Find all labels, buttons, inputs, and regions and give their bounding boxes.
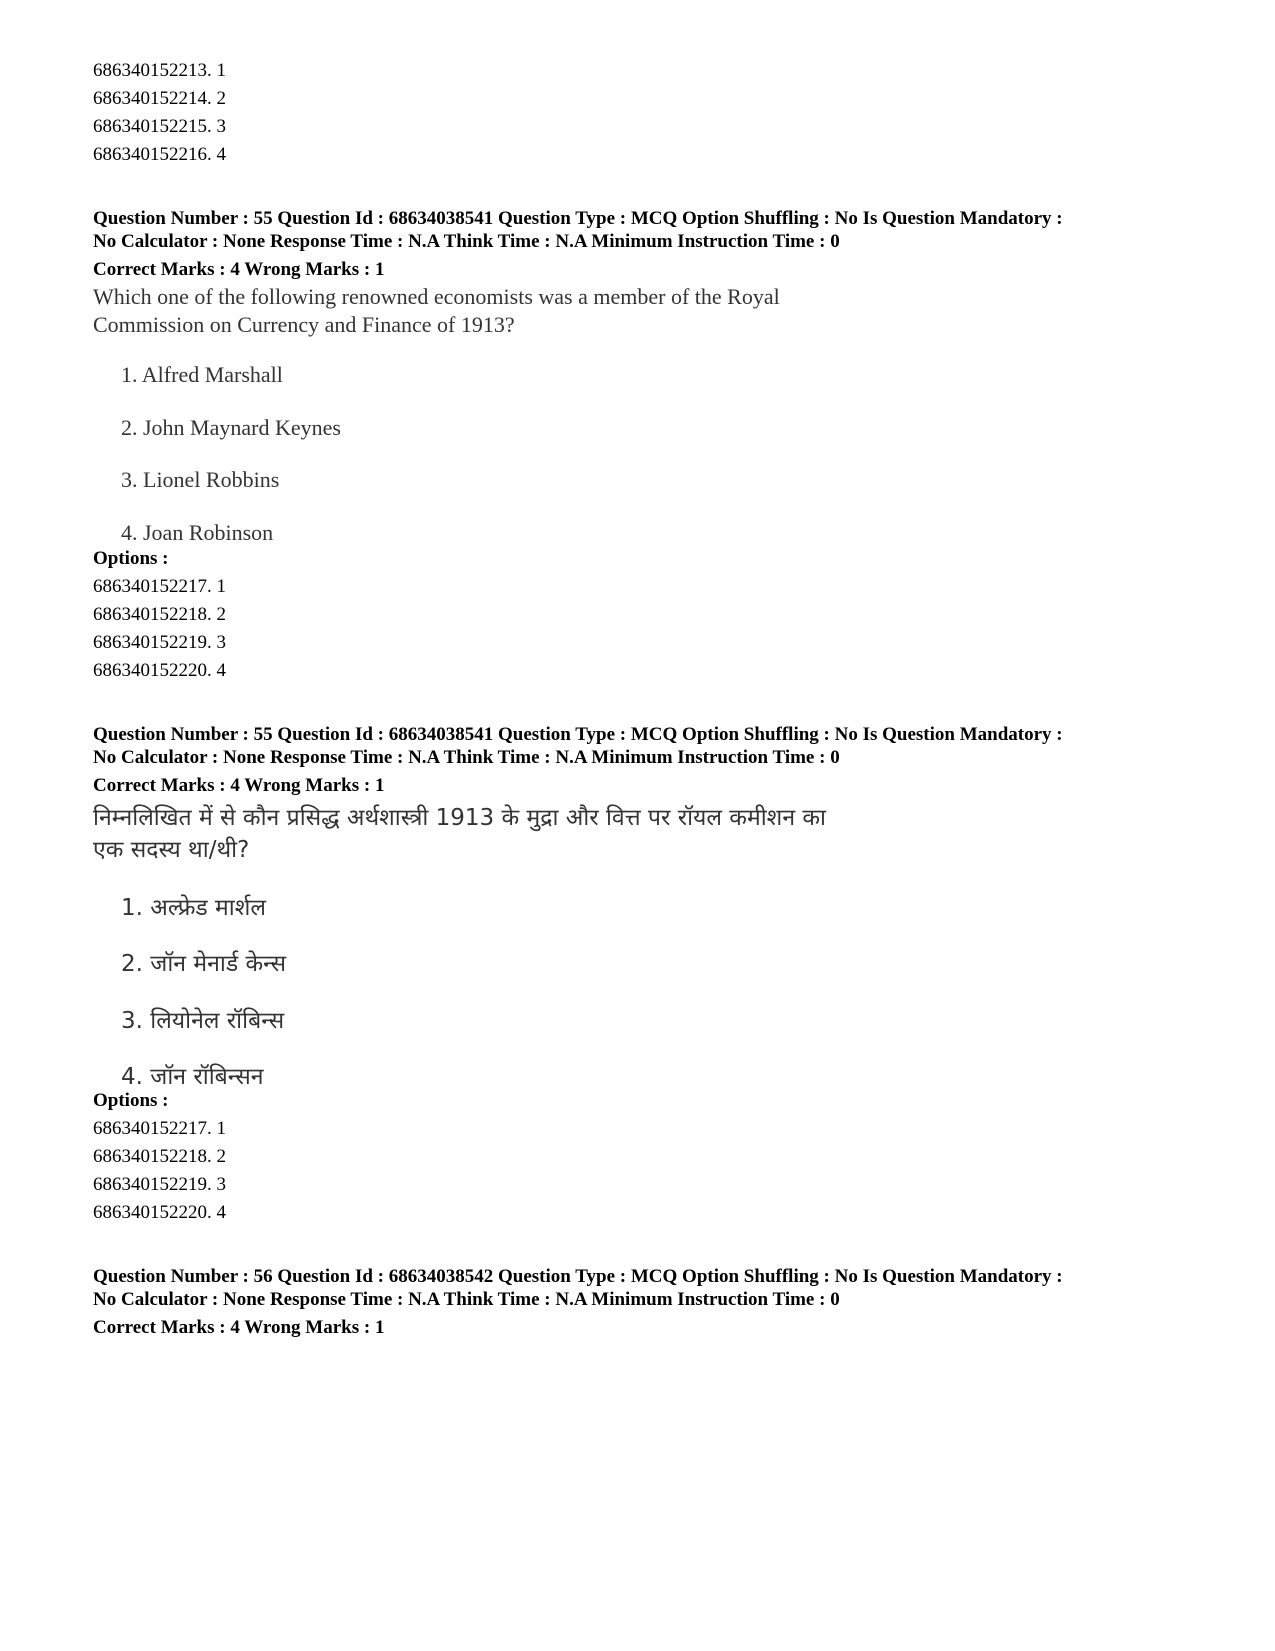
- question-text-line: Which one of the following renowned economists was a member of the Royal: [93, 284, 780, 309]
- option-id-line: 686340152218. 2: [93, 604, 226, 625]
- question-header: Question Number : 55 Question Id : 68634038541 Question Type : MCQ Option Shuffling : No Is Question Mandatory :: [93, 724, 1063, 745]
- options-label: Options :: [93, 1090, 169, 1111]
- question-text-line: निम्नलिखित में से कौन प्रसिद्ध अर्थशास्त्री 1913 के मुद्रा और वित्त पर रॉयल कमीशन का: [93, 805, 827, 831]
- option-id-line: 686340152219. 3: [93, 1174, 226, 1195]
- answer-choice: 2. John Maynard Keynes: [121, 415, 341, 440]
- option-id-line: 686340152213. 1: [93, 60, 226, 81]
- option-id-line: 686340152217. 1: [93, 1118, 226, 1139]
- answer-choice: 2. जॉन मेनार्ड केन्स: [121, 951, 287, 977]
- question-text-line: एक सदस्य था/थी?: [93, 837, 250, 863]
- option-id-line: 686340152215. 3: [93, 116, 226, 137]
- answer-choice: 3. Lionel Robbins: [121, 467, 280, 492]
- option-id-line: 686340152218. 2: [93, 1146, 226, 1167]
- answer-choice: 1. अल्फ्रेड मार्शल: [121, 895, 266, 921]
- option-id-line: 686340152219. 3: [93, 632, 226, 653]
- question-marks: Correct Marks : 4 Wrong Marks : 1: [93, 775, 385, 796]
- question-header: Question Number : 55 Question Id : 68634038541 Question Type : MCQ Option Shuffling : No Is Question Mandatory :: [93, 208, 1063, 229]
- question-text: [93, 283, 780, 339]
- question-marks: Correct Marks : 4 Wrong Marks : 1: [93, 259, 385, 280]
- answer-choice: 4. जॉन रॉबिन्सन: [121, 1064, 264, 1090]
- option-id-line: 686340152220. 4: [93, 1202, 226, 1223]
- option-id-line: 686340152216. 4: [93, 144, 226, 165]
- question-text: [93, 802, 826, 866]
- answer-choice: 4. Joan Robinson: [121, 520, 274, 545]
- option-id-line: 686340152220. 4: [93, 660, 226, 681]
- question-marks: Correct Marks : 4 Wrong Marks : 1: [93, 1317, 385, 1338]
- question-header: No Calculator : None Response Time : N.A Think Time : N.A Minimum Instruction Time : 0: [93, 1289, 840, 1310]
- question-header: No Calculator : None Response Time : N.A Think Time : N.A Minimum Instruction Time : 0: [93, 747, 840, 768]
- option-id-line: 686340152217. 1: [93, 576, 226, 597]
- question-text-line: Commission on Currency and Finance of 1913?: [93, 312, 515, 337]
- answer-choice: 3. लियोनेल रॉबिन्स: [121, 1008, 285, 1034]
- question-header: No Calculator : None Response Time : N.A Think Time : N.A Minimum Instruction Time : 0: [93, 231, 840, 252]
- option-id-line: 686340152214. 2: [93, 88, 226, 109]
- question-header: Question Number : 56 Question Id : 68634038542 Question Type : MCQ Option Shuffling : No Is Question Mandatory :: [93, 1266, 1063, 1287]
- options-label: Options :: [93, 548, 169, 569]
- answer-choice: 1. Alfred Marshall: [121, 362, 283, 387]
